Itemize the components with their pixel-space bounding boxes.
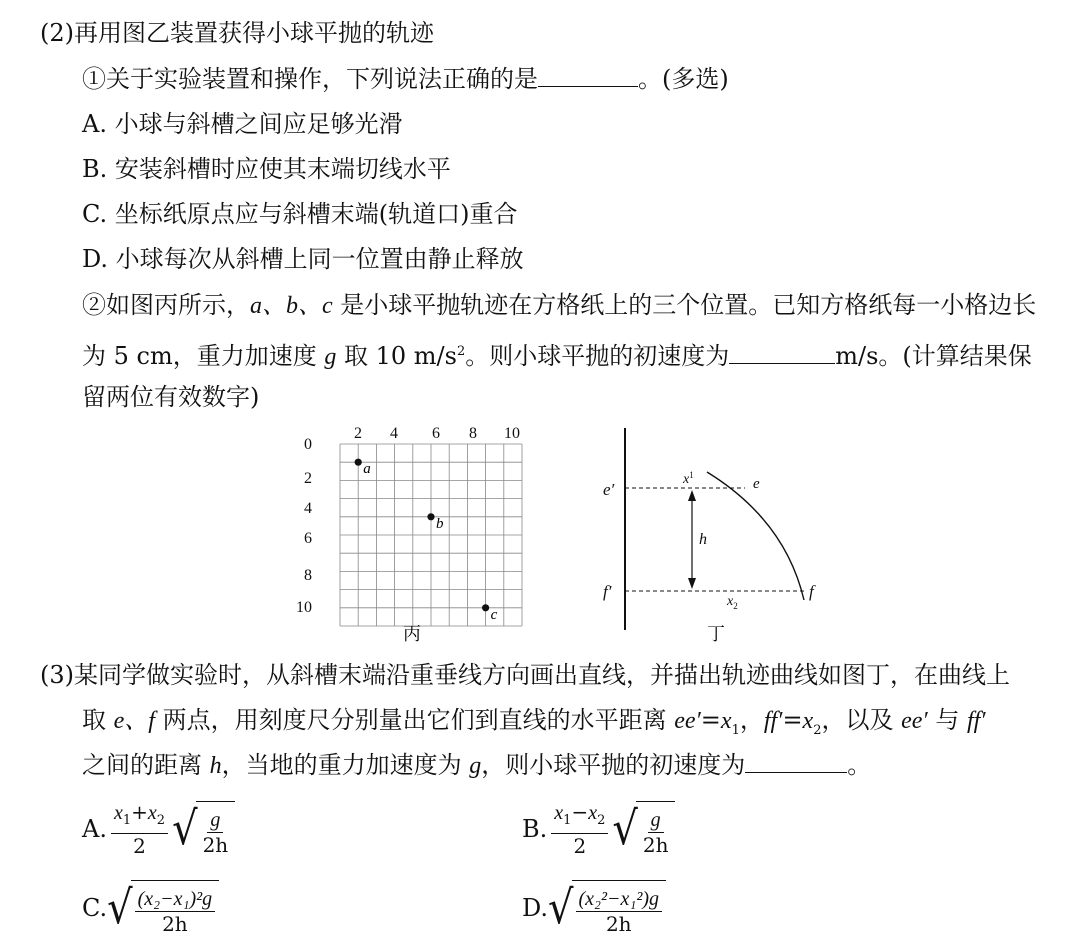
opt-a-label: A. <box>82 815 107 843</box>
q2-line2-d: m/s。(计算结果保 <box>835 342 1032 370</box>
opt-c-sqrt: √ $\frac{\text{(x₂−x₁)²g}}{2h}$ <box>107 880 219 936</box>
q2-g: g <box>324 344 337 370</box>
caption-ding: 丁 <box>707 624 725 645</box>
opt-b-label: B. <box>522 815 548 843</box>
p3-t7: ，当地的重力加速度为 <box>221 751 470 779</box>
p3-t5: 与 <box>927 706 967 734</box>
p3-ef: e、f <box>113 708 155 734</box>
p3-eq1: = <box>700 706 721 734</box>
p3-t8: ，则小球平抛的初速度为 <box>481 751 746 779</box>
p3-t1: 取 <box>82 706 114 734</box>
figure-bing <box>290 420 540 650</box>
opt-a-sqrt: √ $\frac{g}{2h}$ <box>172 801 235 857</box>
q1-option-a: A. 小球与斜槽之间应足够光滑 <box>82 110 403 138</box>
label-h: h <box>699 531 707 548</box>
p3-ee2: ee′ <box>901 708 928 734</box>
x-tick: 6 <box>432 425 440 442</box>
q1-option-b: B. 安装斜槽时应使其末端切线水平 <box>82 155 451 183</box>
q2-line2-b: 取 10 m/s <box>336 342 457 370</box>
p3-h: h <box>209 753 222 779</box>
part3-option-c <box>82 880 219 936</box>
opt-b-frac: $\frac{x_1-x_2}{2}$ <box>551 800 608 858</box>
p3-t6: 之间的距离 <box>82 751 210 779</box>
y-tick: 6 <box>304 530 312 547</box>
q2-line1-a: ②如图丙所示， <box>82 291 250 319</box>
q1-option-c: C. 坐标纸原点应与斜槽末端(轨道口)重合 <box>82 200 518 228</box>
p3-eq2: = <box>782 706 803 734</box>
point-a <box>355 459 362 466</box>
q1-option-d: D. 小球每次从斜槽上同一位置由静止释放 <box>82 245 524 273</box>
y-tick: 2 <box>304 470 312 487</box>
q2-points: a、b、c <box>250 293 333 319</box>
q1-answer-blank[interactable] <box>538 64 638 87</box>
part3-option-a <box>82 800 235 858</box>
p3-t3: ， <box>739 706 764 734</box>
part2-title: (2)再用图乙装置获得小球平抛的轨迹 <box>40 19 434 47</box>
p3-ee1: ee′ <box>674 708 701 734</box>
point-c <box>482 604 489 611</box>
q2-answer-blank[interactable] <box>729 341 835 364</box>
part3-line1: (3)某同学做实验时，从斜槽末端沿重垂线方向画出直线，并描出轨迹曲线如图丁，在曲线上 <box>40 661 1010 689</box>
p3-t2: 两点，用刻度尺分别量出它们到直线的水平距离 <box>154 706 675 734</box>
q2-line1 <box>82 290 1036 321</box>
p3-x2sub: 2 <box>813 722 822 738</box>
opt-d-label: D. <box>522 894 549 922</box>
q2-line2-a: 为 5 cm，重力加速度 <box>82 342 325 370</box>
h-arrow-up <box>688 490 696 501</box>
point-label-a: a <box>363 461 371 478</box>
y-tick: 0 <box>304 436 312 453</box>
x-tick: 2 <box>354 425 362 442</box>
q1-stem-after: 。(多选) <box>638 65 729 93</box>
label-x2: $x_2$ <box>727 594 738 611</box>
opt-a-frac: $\frac{x_1+x_2}{2}$ <box>111 800 168 858</box>
q2-line1-b: 是小球平抛轨迹在方格纸上的三个位置。已知方格纸每一小格边长 <box>332 291 1037 319</box>
q2-sup: 2 <box>456 344 466 359</box>
y-tick: 4 <box>304 500 312 517</box>
part3-answer-blank[interactable] <box>745 750 847 773</box>
y-tick: 10 <box>296 599 312 616</box>
p3-ff1: ff′ <box>763 708 783 734</box>
label-f-prime: f′ <box>603 582 612 601</box>
label-x1: $x^1$ <box>683 470 694 487</box>
q2-line3: 留两位有效数字) <box>82 383 260 411</box>
p3-x1: x <box>720 708 732 734</box>
label-f: f <box>809 582 814 601</box>
part3-line3 <box>82 750 871 781</box>
part3-option-d <box>522 880 666 936</box>
h-arrow-down <box>688 578 696 589</box>
y-tick: 8 <box>304 567 312 584</box>
q1-stem-before: ①关于实验装置和操作，下列说法正确的是 <box>82 65 538 93</box>
q2-line2-c: 。则小球平抛的初速度为 <box>465 342 730 370</box>
caption-bing: 丙 <box>403 624 421 645</box>
p3-ff2: ff′ <box>966 708 986 734</box>
p3-g: g <box>469 753 482 779</box>
figure-ding <box>595 420 835 650</box>
opt-d-sqrt: √ $\frac{\text{(x₂²−x₁²)g}}{2h}$ <box>548 880 666 936</box>
part3-line2 <box>82 705 986 746</box>
label-e-prime: e′ <box>603 480 615 499</box>
p3-t9: 。 <box>847 751 872 779</box>
p3-t4: ，以及 <box>821 706 902 734</box>
q1-stem <box>82 64 729 94</box>
opt-b-sqrt: √ $\frac{g}{2h}$ <box>612 801 675 857</box>
part3-option-b <box>522 800 675 858</box>
label-e: e <box>753 476 760 492</box>
point-label-b: b <box>436 515 444 532</box>
x-tick: 10 <box>504 425 520 442</box>
q2-line2 <box>82 337 1032 372</box>
opt-c-label: C. <box>82 894 108 922</box>
x-tick: 8 <box>469 425 477 442</box>
p3-x2: x <box>802 708 814 734</box>
point-label-c: c <box>490 606 498 623</box>
p3-x1sub: 1 <box>731 722 740 738</box>
point-b <box>427 513 434 520</box>
x-tick: 4 <box>390 425 398 442</box>
